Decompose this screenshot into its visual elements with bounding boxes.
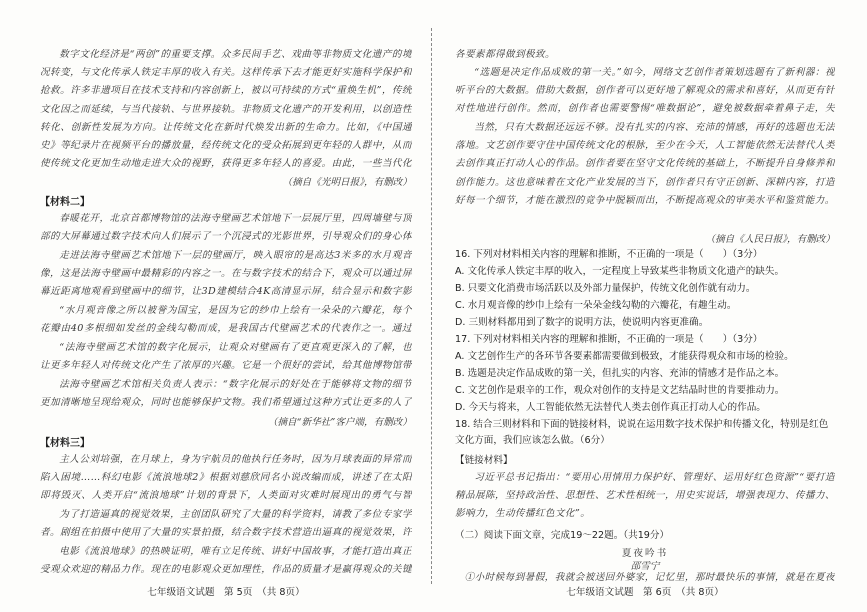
question-18: 18. 结合三则材料和下面的链接材料，说说在运用数字技术保护和传播文化，特别是红色文化方面，我们应该怎么做。（6分） — [455, 419, 829, 447]
paragraph-6: 法海寺壁画艺术馆相关负责人表示：“数字化展示的好处在于能够将文物的细节更加清晰地呈现给观众，同时也能够保护文物。我们希望通过这种方式让更多的人了 — [40, 379, 412, 409]
paragraph-8: 为了打造逼真的视觉效果，主创团队研究了大量的科学资料，请教了多位专家学者。剧组在拍摄中使用了大量的实景拍摄，结合数字技术营造出逼真的视觉效果，许 — [40, 509, 412, 539]
question-16-option-d: D. 三则材料都用到了数字的说明方法，使说明内容更准确。 — [455, 317, 709, 328]
paragraph-1: 数字文化经济是“两创”的重要支撑。众多民间手艺、戏曲等非物质文化遗产的境况转变，与文化传承人铁定丰厚的收入有关。这样传承下去才能更好实施科学保护和抢救。许多非遗项目在技术支持和内容创新上，被以可持续的方式“重焕生机”，传统文化因之而延续，与当代接轨、与世界接轨。非物质文化遗产的开发利用，以创造性转化、创新性发展为方向。让传统文化在新时代焕发出新的生命力。比如，《中国通史》等纪录片在视频平台的播放量，经传统文化的受众拓展到更年轻的人群中，从而使传统文化更加生动地走进大众的视野，获得更多年轻人的喜爱。由此，一些当代化 — [40, 49, 412, 170]
question-16-option-b: B. 只要文化消费市场活跃以及外部力量保护，传统文化创作就有动力。 — [455, 283, 756, 294]
question-17-option-a: A. 文艺创作生产的各环节各要素都需要做到极致，才能获得观众和市场的检验。 — [455, 351, 794, 362]
paragraph-2: 春暖花开，北京首都博物馆的法海寺壁画艺术馆地下一层展厅里，四周墙壁与顶部的大屏幕通过数字技术向人们展示了一个沉浸式的光影世界，引导观众们的身心体 — [40, 213, 412, 243]
page-footer-left: 七年级语文试题 第 5页 （共 8页） — [147, 587, 305, 598]
paragraph-continued: 各要素都得做到极致。 — [455, 49, 555, 60]
article-paragraph-1: ①小时候每到暑假，我就会被送回外婆家，记忆里，那时最快乐的事情，就是在夏夜 — [464, 572, 835, 583]
question-17-option-d: D. 今天与将来，人工智能依然无法替代人类去创作真正打动人心的作品。 — [455, 402, 766, 413]
question-17-option-b: B. 选题是决定作品成败的第一关，但扎实的内容、充沛的情感才是作品之本。 — [455, 368, 785, 379]
link-material-heading: 【链接材料】 — [455, 455, 513, 466]
paragraph-7: 主人公刘培强，在月球上，身为宇航员的他执行任务时，因为月球表面的异常而陷入困境……科幻电影《流浪地球2》根据刘慈欣同名小说改编而成，讲述了在太阳即将毁灭、人类开启“流浪地球”计划的背景下，人类面对灾难时展现出的勇气与智 — [40, 454, 412, 502]
paragraph-3: 走进法海寺壁画艺术馆地下一层的壁画厅，映入眼帘的是高达3米多的水月观音像，这是法海寺壁画中最精彩的内容之一。在与数字技术的结合下，观众可以通过屏幕近距离地观看到壁画中的细节，让3D建模结合4K高清显示屏，结合显示和数字影 — [40, 250, 412, 298]
question-17: 17. 下列对材料相关内容的理解和推断，不正确的一项是（ ）（3分） — [455, 334, 763, 345]
question-16: 16. 下列对材料相关内容的理解和推断，不正确的一项是（ ）（3分） — [455, 249, 763, 260]
link-material-text: 习近平总书记指出：“要用心用情用力保护好、管理好、运用好红色资源”“要打造精品展陈，坚持政治性、思想性、艺术性相统一，用史实说话，增强表现力、传播力、影响力，生动传播红色文化”。 — [455, 472, 835, 520]
section-2-instruction: （二）阅读下面文章，完成19～22题。（共19分） — [455, 530, 670, 541]
source-3: （摘自《人民日报》，有删改） — [705, 234, 835, 245]
page-6 — [455, 0, 835, 612]
paragraph-9: 电影《流浪地球》的热映证明，唯有立足传统、讲好中国故事，才能打造出真正受观众欢迎的精品力作。现在的电影观众更加理性，作品的质量才是赢得观众的关键 — [40, 546, 412, 576]
question-16-option-a: A. 文化传承人铁定丰厚的收入，一定程度上导致某些非物质文化遗产的缺失。 — [455, 266, 785, 277]
source-1: （摘自《光明日报》，有删改） — [282, 177, 412, 188]
question-17-option-c: C. 文艺创作是艰辛的工作，观众对创作的支持是文艺结晶时世的肯要推动力。 — [455, 385, 785, 396]
paragraph-content: 当然，只有大数据还远远不够。没有扎实的内容、充沛的情感，再好的选题也无法落地。文艺创作要守住中国传统文化的根脉，至少在今天，人工智能依然无法替代人类去创作真正打动人心的作品。创作者要在坚守文化传统的基础上，不断提升自身修养和创作能力。这也意味着在文化产业发展的当下，创作者只有守正创新、深耕内容，打造好每一个细节，才能在激烈的竞争中脱颖而出，不断提高观众的审美水平和鉴赏能力。 — [455, 122, 835, 206]
page-footer-right: 七年级语文试题 第 6页 （共 8页） — [566, 587, 724, 598]
paragraph-5: “法海寺壁画艺术馆的数字化展示，让观众对壁画有了更直观更深入的了解，也让更多年轻人对传统文化产生了浓厚的兴趣。它是一个很好的尝试，给其他博物馆带 — [40, 342, 412, 372]
article-author: 邵雪宁 — [630, 561, 660, 572]
page-divider — [431, 28, 432, 584]
material-2-heading: 【材料二】 — [40, 197, 90, 208]
source-2: （摘自“新华社”客户端，有删改） — [267, 417, 412, 428]
question-16-option-c: C. 水月观音像的纱巾上绘有一朵朵金线勾勒的六瓣花，有趣生动。 — [455, 300, 737, 311]
material-3-heading: 【材料三】 — [40, 438, 90, 449]
article-title: 夏夜吟书 — [621, 548, 669, 559]
page-5 — [40, 0, 412, 612]
paragraph-selection: “选题是决定作品成败的第一关。”如今，网络文艺创作者策划选题有了新利器：视听平台的大数据。借助大数据，创作者可以更好地了解观众的需求和喜好，从而更有针对性地进行创作。然而，创作者也需要警惕“唯数据论”，避免被数据牵着鼻子走，失 — [455, 67, 835, 115]
paragraph-4: “水月观音像之所以被誉为国宝，是因为它的纱巾上绘有一朵朵的六瓣花，每个花瓣由40多根细如发丝的金线勾勒而成，是我国古代壁画艺术的代表作之一。通过 — [40, 305, 412, 335]
